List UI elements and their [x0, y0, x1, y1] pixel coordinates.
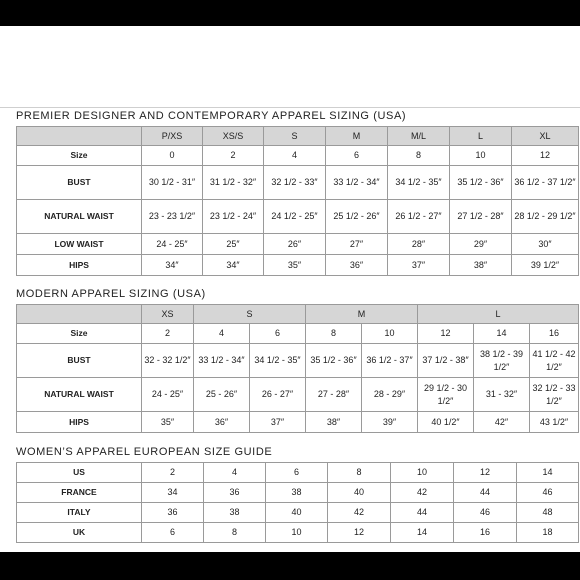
- table-cell: 34″: [142, 255, 203, 276]
- table-cell: 18: [517, 523, 579, 543]
- table-cell: 36 1/2 - 37 1/2″: [512, 166, 579, 200]
- table-cell: 6: [266, 463, 328, 483]
- header-cell: XL: [512, 127, 579, 146]
- table-cell: 29″: [450, 234, 512, 255]
- table-cell: 30″: [512, 234, 579, 255]
- table-cell: 14: [517, 463, 579, 483]
- table-cell: 10: [450, 146, 512, 166]
- table-cell: 41 1/2 - 42 1/2″: [530, 344, 579, 378]
- table-cell: 6: [250, 324, 306, 344]
- table-cell: 4: [204, 463, 266, 483]
- modern-size-table: [16, 304, 579, 433]
- table-row: [17, 412, 579, 433]
- row-label: Size: [17, 324, 142, 344]
- table-cell: 0: [142, 146, 203, 166]
- header-corner-cell: [17, 127, 142, 146]
- table-cell: 33 1/2 - 34″: [194, 344, 250, 378]
- top-black-bar: [0, 0, 580, 26]
- table-cell: 12: [418, 324, 474, 344]
- table-cell: 38″: [306, 412, 362, 433]
- header-cell: XS/S: [203, 127, 264, 146]
- table-cell: 2: [142, 324, 194, 344]
- table-cell: 26″: [264, 234, 326, 255]
- table-cell: 8: [388, 146, 450, 166]
- table-cell: 16: [454, 523, 517, 543]
- row-label: Size: [17, 146, 142, 166]
- row-label: ITALY: [17, 503, 142, 523]
- table-cell: 26 1/2 - 27″: [388, 200, 450, 234]
- row-label: BUST: [17, 344, 142, 378]
- table-row: [17, 483, 579, 503]
- premier-size-table: [16, 126, 579, 276]
- table-cell: 4: [264, 146, 326, 166]
- table-row: [17, 378, 579, 412]
- header-cell: L: [450, 127, 512, 146]
- table-cell: 34″: [203, 255, 264, 276]
- table-cell: 48: [517, 503, 579, 523]
- table-cell: 6: [326, 146, 388, 166]
- modern-section-title: MODERN APPAREL SIZING (USA): [16, 288, 206, 300]
- table-cell: 34 1/2 - 35″: [388, 166, 450, 200]
- table-cell: 4: [194, 324, 250, 344]
- table-cell: 44: [391, 503, 454, 523]
- table-cell: 8: [204, 523, 266, 543]
- row-label: US: [17, 463, 142, 483]
- table-cell: 10: [266, 523, 328, 543]
- table-cell: 35″: [264, 255, 326, 276]
- table-cell: 36: [204, 483, 266, 503]
- header-cell: M: [306, 305, 418, 324]
- table-cell: 34 1/2 - 35″: [250, 344, 306, 378]
- table-cell: 14: [474, 324, 530, 344]
- table-cell: 36 1/2 - 37″: [362, 344, 418, 378]
- table-row: [17, 523, 579, 543]
- european-section-title: WOMEN’S APPAREL EUROPEAN SIZE GUIDE: [16, 446, 273, 458]
- table-cell: 2: [142, 463, 204, 483]
- table-row: [17, 344, 579, 378]
- table-cell: 44: [454, 483, 517, 503]
- header-cell: S: [194, 305, 306, 324]
- table-cell: 33 1/2 - 34″: [326, 166, 388, 200]
- row-label: UK: [17, 523, 142, 543]
- table-row: [17, 234, 579, 255]
- table-cell: 27″: [326, 234, 388, 255]
- table-cell: 24 - 25″: [142, 234, 203, 255]
- row-label: NATURAL WAIST: [17, 200, 142, 234]
- table-cell: 37″: [250, 412, 306, 433]
- table-row: [17, 503, 579, 523]
- table-row: [17, 146, 579, 166]
- table-cell: 42″: [474, 412, 530, 433]
- table-cell: 24 - 25″: [142, 378, 194, 412]
- table-row: [17, 255, 579, 276]
- table-cell: 39 1/2″: [512, 255, 579, 276]
- table-cell: 25 1/2 - 26″: [326, 200, 388, 234]
- table-cell: 38: [204, 503, 266, 523]
- header-cell: XS: [142, 305, 194, 324]
- table-cell: 35 1/2 - 36″: [450, 166, 512, 200]
- table-row: [17, 200, 579, 234]
- table-cell: 46: [517, 483, 579, 503]
- table-cell: 36″: [326, 255, 388, 276]
- table-cell: 12: [512, 146, 579, 166]
- table-row: [17, 463, 579, 483]
- table-cell: 36″: [194, 412, 250, 433]
- table-cell: 10: [362, 324, 418, 344]
- table-cell: 39″: [362, 412, 418, 433]
- table-cell: 28 1/2 - 29 1/2″: [512, 200, 579, 234]
- table-cell: 40: [328, 483, 391, 503]
- table-cell: 37″: [388, 255, 450, 276]
- table-cell: 38 1/2 - 39 1/2″: [474, 344, 530, 378]
- table-cell: 40: [266, 503, 328, 523]
- table-cell: 26 - 27″: [250, 378, 306, 412]
- table-cell: 27 - 28″: [306, 378, 362, 412]
- row-label: LOW WAIST: [17, 234, 142, 255]
- table-cell: 38: [266, 483, 328, 503]
- table-cell: 23 - 23 1/2″: [142, 200, 203, 234]
- row-label: FRANCE: [17, 483, 142, 503]
- table-cell: 42: [328, 503, 391, 523]
- bottom-black-bar: [0, 552, 580, 580]
- table-cell: 2: [203, 146, 264, 166]
- header-cell: S: [264, 127, 326, 146]
- header-divider: [0, 107, 580, 108]
- table-row: [17, 324, 579, 344]
- table-cell: 6: [142, 523, 204, 543]
- header-cell: L: [418, 305, 579, 324]
- table-cell: 40 1/2″: [418, 412, 474, 433]
- row-label: BUST: [17, 166, 142, 200]
- table-cell: 31 - 32″: [474, 378, 530, 412]
- table-cell: 24 1/2 - 25″: [264, 200, 326, 234]
- table-cell: 12: [328, 523, 391, 543]
- table-cell: 42: [391, 483, 454, 503]
- table-cell: 12: [454, 463, 517, 483]
- table-cell: 35 1/2 - 36″: [306, 344, 362, 378]
- table-cell: 32 1/2 - 33″: [264, 166, 326, 200]
- table-cell: 27 1/2 - 28″: [450, 200, 512, 234]
- header-cell: M/L: [388, 127, 450, 146]
- header-corner-cell: [17, 305, 142, 324]
- row-label: NATURAL WAIST: [17, 378, 142, 412]
- table-cell: 37 1/2 - 38″: [418, 344, 474, 378]
- table-cell: 38″: [450, 255, 512, 276]
- table-header-row: [17, 127, 579, 146]
- table-cell: 8: [306, 324, 362, 344]
- table-cell: 43 1/2″: [530, 412, 579, 433]
- table-cell: 16: [530, 324, 579, 344]
- table-cell: 36: [142, 503, 204, 523]
- table-cell: 35″: [142, 412, 194, 433]
- row-label: HIPS: [17, 412, 142, 433]
- table-cell: 28 - 29″: [362, 378, 418, 412]
- table-header-row: [17, 305, 579, 324]
- table-cell: 28″: [388, 234, 450, 255]
- header-cell: M: [326, 127, 388, 146]
- row-label: HIPS: [17, 255, 142, 276]
- table-cell: 31 1/2 - 32″: [203, 166, 264, 200]
- table-cell: 14: [391, 523, 454, 543]
- table-cell: 46: [454, 503, 517, 523]
- table-cell: 8: [328, 463, 391, 483]
- table-cell: 25″: [203, 234, 264, 255]
- table-cell: 32 - 32 1/2″: [142, 344, 194, 378]
- european-size-table: [16, 462, 579, 543]
- table-cell: 32 1/2 - 33 1/2″: [530, 378, 579, 412]
- table-cell: 34: [142, 483, 204, 503]
- table-cell: 25 - 26″: [194, 378, 250, 412]
- premier-section-title: PREMIER DESIGNER AND CONTEMPORARY APPAREL SIZING (USA): [16, 110, 407, 122]
- header-cell: P/XS: [142, 127, 203, 146]
- table-cell: 10: [391, 463, 454, 483]
- table-row: [17, 166, 579, 200]
- table-cell: 30 1/2 - 31″: [142, 166, 203, 200]
- table-cell: 29 1/2 - 30 1/2″: [418, 378, 474, 412]
- table-cell: 23 1/2 - 24″: [203, 200, 264, 234]
